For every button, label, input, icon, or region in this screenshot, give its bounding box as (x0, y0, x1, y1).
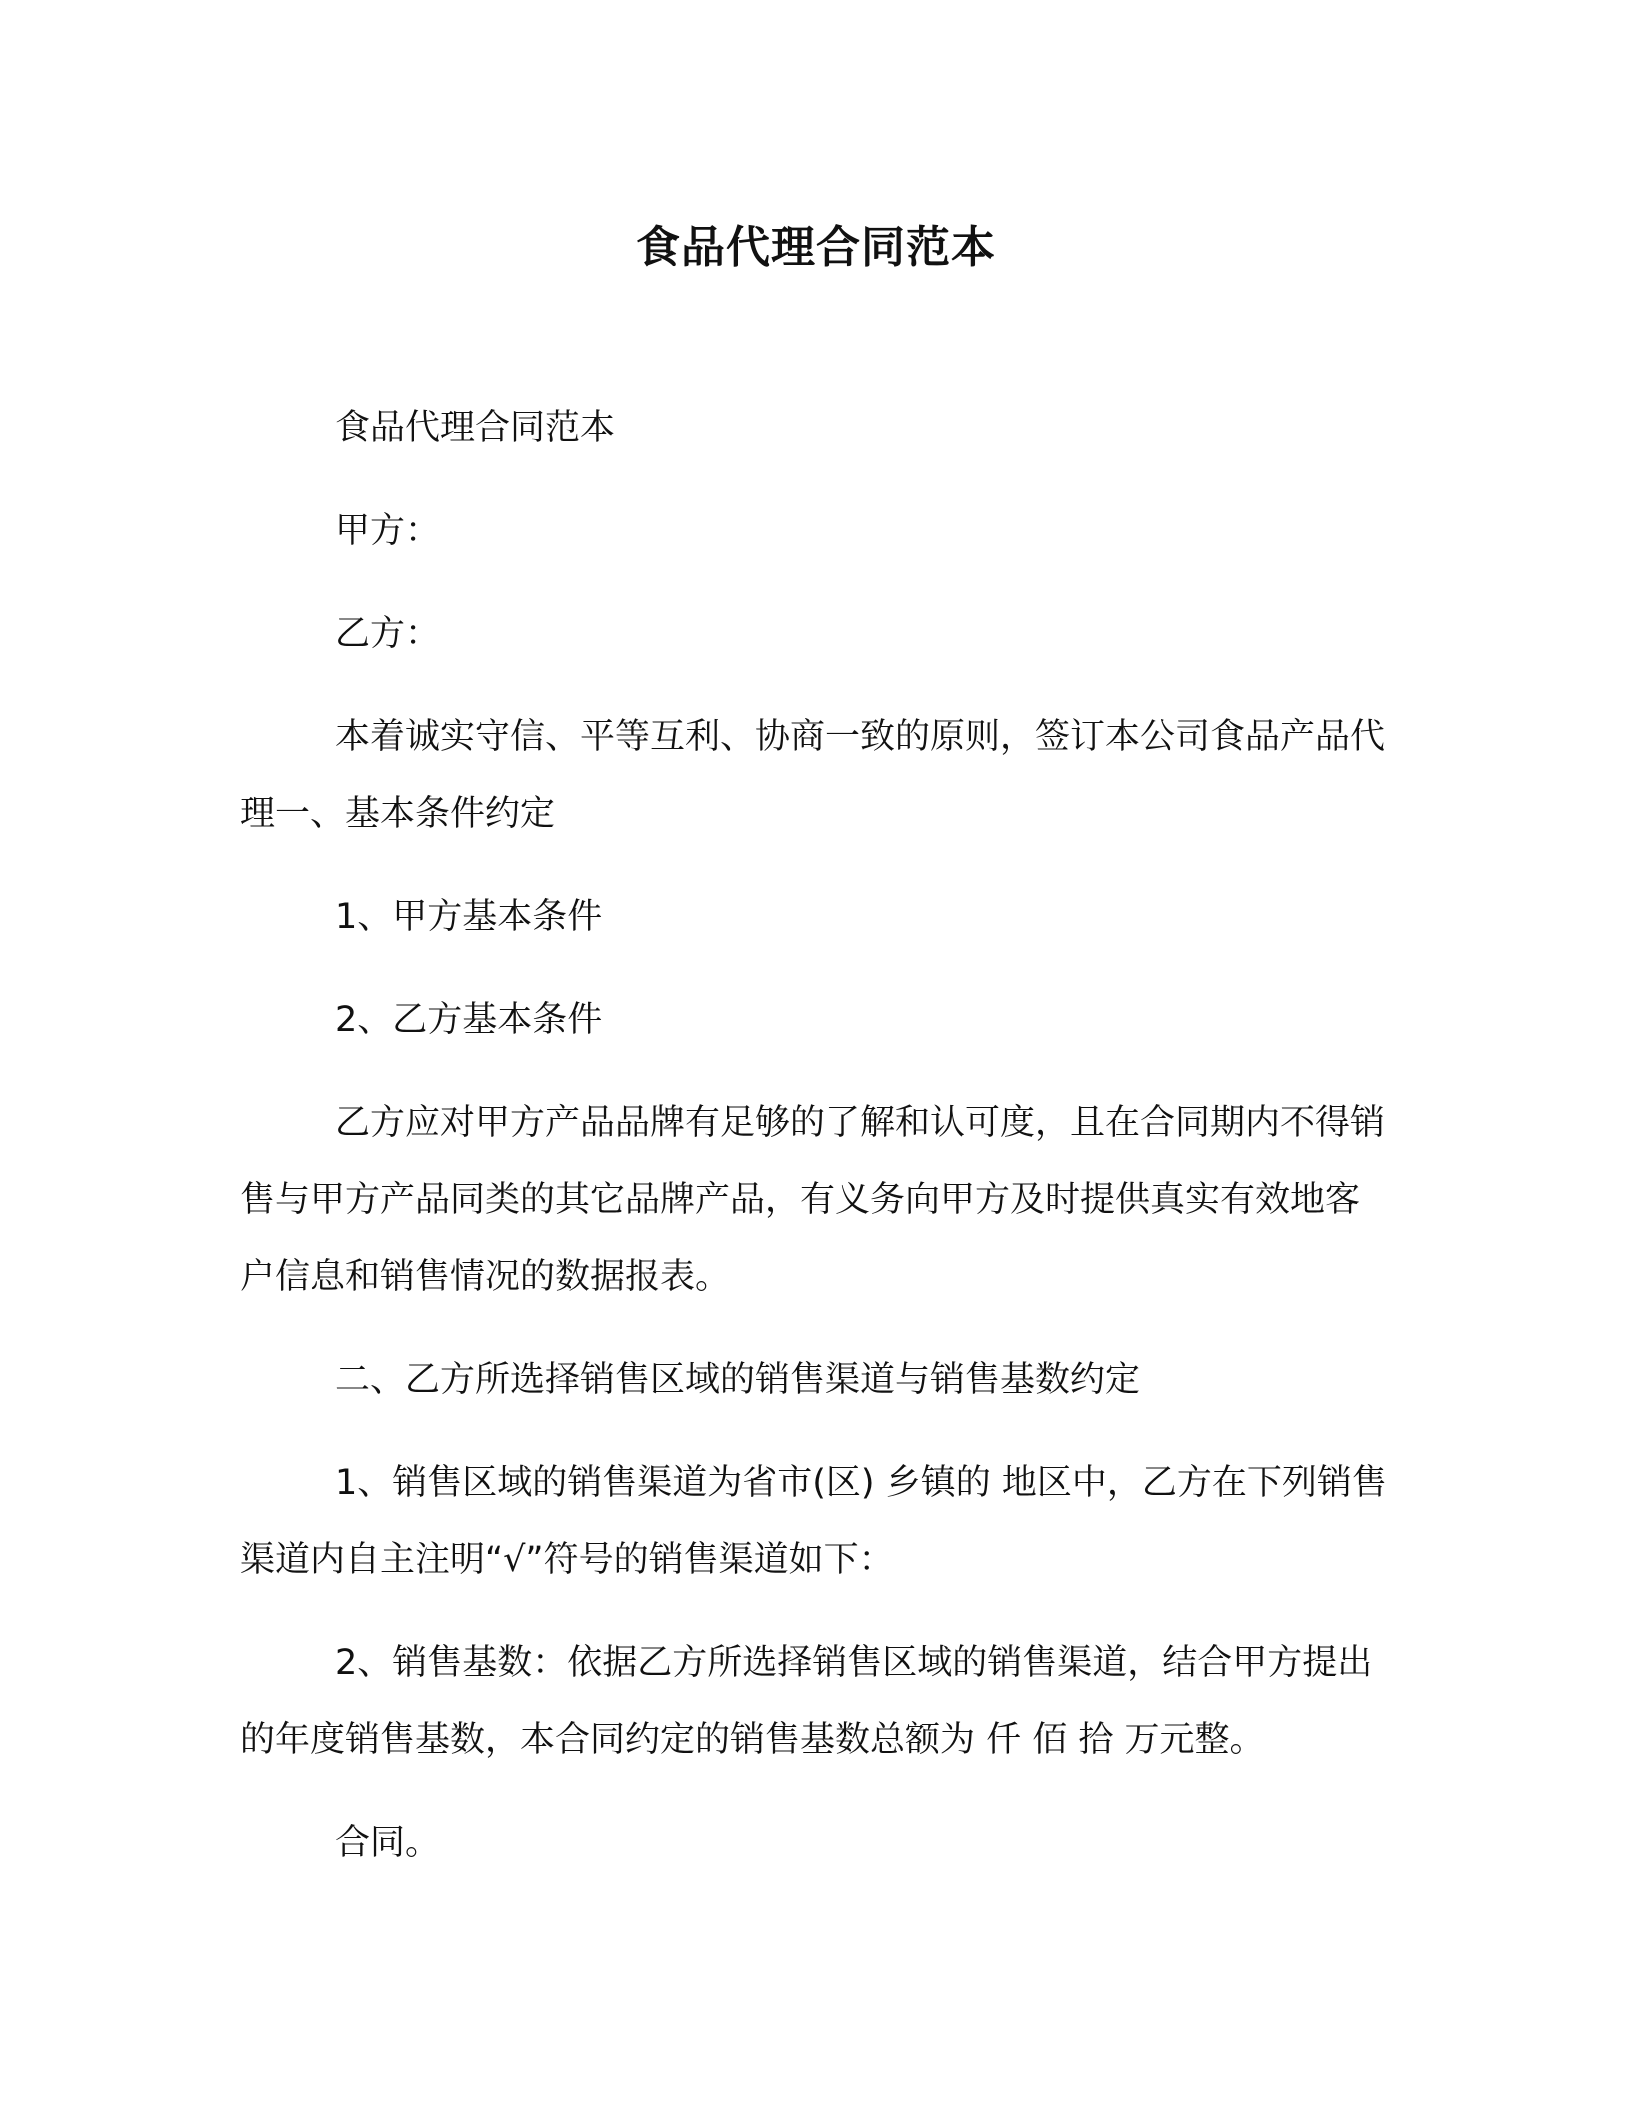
paragraph-contract: 合同。 (335, 1823, 441, 1863)
paragraph-principle: 本着诚实守信、平等互利、协商一致的原则，签订本公司食品产品代理一、基本条件约定 (240, 717, 1386, 834)
document-body (240, 390, 1392, 1908)
paragraph-sales-base: 2、销售基数：依据乙方所选择销售区域的销售渠道，结合甲方提出的年度销售基数，本合同约定的销售基数总额为 仟 佰 拾 万元整。 (240, 1643, 1373, 1760)
paragraph-obligations: 乙方应对甲方产品品牌有足够的了解和认可度，且在合同期内不得销售与甲方产品同类的其它品牌产品，有义务向甲方及时提供真实有效地客户信息和销售情况的数据报表。 (240, 1103, 1386, 1297)
paragraph-sales-channels: 1、销售区域的销售渠道为省市(区) 乡镇的 地区中，乙方在下列销售渠道内自主注明“√”符号的销售渠道如下： (240, 1463, 1387, 1580)
paragraph-party-a-conditions: 1、甲方基本条件 (335, 897, 603, 937)
paragraph-party-b-conditions: 2、乙方基本条件 (335, 1000, 603, 1040)
document-title: 食品代理合同范本 (636, 222, 996, 273)
paragraph-party-a: 甲方： (335, 511, 441, 551)
paragraph-section-two: 二、乙方所选择销售区域的销售渠道与销售基数约定 (335, 1360, 1141, 1400)
paragraph-party-b: 乙方： (335, 614, 441, 654)
paragraph-heading: 食品代理合同范本 (335, 408, 616, 448)
